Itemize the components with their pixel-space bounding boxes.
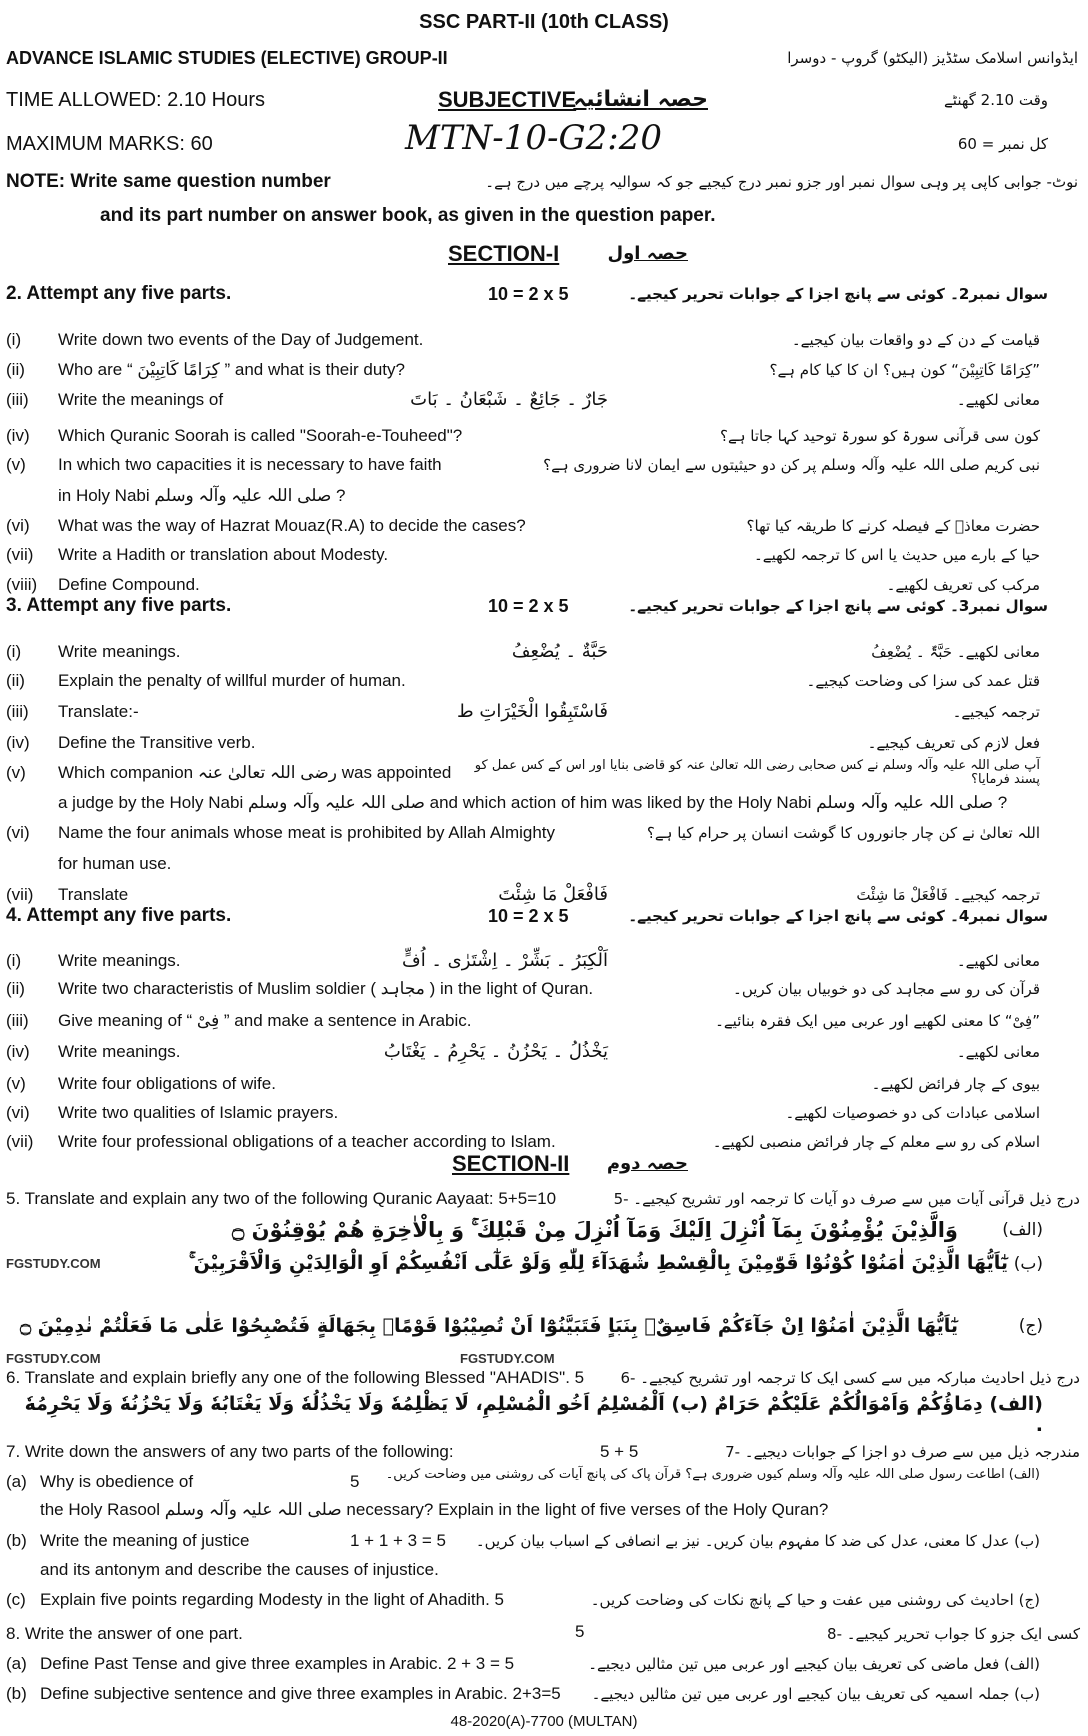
question-part [0, 1468, 1088, 1496]
question-part [0, 729, 1088, 757]
paper-type: SUBJECTIVE [438, 87, 577, 112]
question-part [0, 850, 1088, 878]
part-number: (vii) [6, 885, 34, 904]
part-number: (viii) [6, 575, 38, 594]
part-number: (iii) [6, 1011, 29, 1030]
part-text-urdu: معانی لکھیے۔ حَبَّۃٌ ۔ یُضْعِفُ [871, 643, 1040, 661]
question-part [0, 1556, 1088, 1584]
part-text-urdu: مرکب کی تعریف لکھیے۔ [886, 576, 1040, 594]
question-part [0, 1680, 1088, 1708]
question-part [0, 422, 1088, 450]
part-text-english: in Holy Nabi صلی اللہ علیہ وآلہ وسلم ? [58, 486, 346, 505]
q7-marks: 5 + 5 [600, 1442, 639, 1461]
part-text-urdu: نبی کریم صلی اللہ علیہ وآلہ وسلم پر کن دو حیثیتوں سے ایمان لانا ضروری ہے؟ [543, 456, 1040, 474]
marks-urdu: کل نمبر = 60 [957, 135, 1048, 153]
part-number: (vi) [6, 823, 30, 842]
ayah-c-label: (ج) [1018, 1316, 1043, 1336]
part-text-urdu: (الف) اطاعت رسول صلی اللہ علیہ وآلہ وسلم کیوں ضروری ہے؟ قرآن پاک کی پانچ آیات کی روشنی میں وضاحت کریں۔ [385, 1467, 1040, 1482]
section-1-title: SECTION-I [448, 241, 560, 266]
part-text-urdu: معانی لکھیے۔ [956, 391, 1040, 409]
part-number: (iii) [6, 702, 29, 721]
part-text-english: Explain the penalty of willful murder of human. [58, 671, 406, 690]
q8-heading: 8. Write the answer of one part. [6, 1624, 243, 1643]
part-arabic-text: فَاسْتَبِقُوا الْخَيْرَاتِ ط [457, 701, 608, 722]
part-text-english: the Holy Rasool صلی اللہ علیہ وآلہ وسلم necessary? Explain in the light of five verses of the Holy Quran? [40, 1500, 829, 1519]
part-text-urdu: (ج) احادیث کی روشنی میں عفت و حیا کے پانچ نکات کی وضاحت کریں۔ [590, 1591, 1040, 1609]
q4-heading-urdu: سوال نمبر4۔ کوئی سے پانچ اجزا کے جوابات تحریر کیجیے۔ [628, 907, 1048, 925]
paper-type-urdu: حصہ انشائیہ [573, 87, 708, 112]
part-text-urdu: معانی لکھیے۔ [956, 952, 1040, 970]
part-text-urdu: بیوی کے چار فرائض لکھیے۔ [871, 1075, 1040, 1093]
part-text-english: Explain five points regarding Modesty in the light of Ahadith. 5 [40, 1590, 505, 1609]
part-text-urdu: حیا کے بارے میں حدیث یا اس کا ترجمہ لکھیے۔ [753, 546, 1040, 564]
part-number: (c) [6, 1590, 26, 1609]
part-number: (iv) [6, 733, 30, 752]
part-text-english: Name the four animals whose meat is prohibited by Allah Almighty [58, 823, 556, 842]
part-arabic-text: جَارٌ ۔ جَائِعٌ ۔ شَبْعَانُ ۔ بَاتَ [410, 389, 608, 410]
part-text-urdu: معانی لکھیے۔ [956, 1043, 1040, 1061]
q2-heading-urdu: سوال نمبر2۔ کوئی سے پانچ اجزا کے جوابات تحریر کیجیے۔ [628, 285, 1048, 303]
part-arabic-text: يَخْذُلُ ۔ يَحْزُنُ ۔ يَحْرِمُ ۔ يَغْتَابُ [383, 1041, 608, 1062]
question-part [0, 1099, 1088, 1127]
part-number: (v) [6, 455, 26, 474]
part-text-english: a judge by the Holy Nabi صلی اللہ علیہ وآلہ وسلم and which action of him was liked by the Holy Nabi صلی اللہ علیہ وآلہ وسلم ? [58, 793, 1008, 812]
subject-title: ADVANCE ISLAMIC STUDIES (ELECTIVE) GROUP-II [6, 48, 448, 68]
part-text-english: Write a Hadith or translation about Modesty. [58, 545, 389, 564]
part-text-english: Define the Transitive verb. [58, 733, 256, 752]
part-number: (b) [6, 1531, 27, 1550]
question-part [0, 819, 1088, 847]
section-1-title-urdu: حصہ اول [607, 243, 688, 264]
q7-heading-urdu: مندرجہ ذیل میں سے صرف دو اجزا کے جوابات دیجیے۔ -7 [725, 1443, 1080, 1461]
part-text-english: Write down two events of the Day of Judgement. [58, 330, 424, 349]
part-text-urdu: ”فِیْ“ کا معنی لکھیے اور عربی میں ایک فقرہ بنائیے۔ [715, 1012, 1040, 1030]
question-part [0, 638, 1088, 666]
part-text-urdu: ترجمہ کیجیے۔ [952, 703, 1040, 721]
question-part [0, 698, 1088, 726]
question-part [0, 541, 1088, 569]
part-marks: 5 [350, 1472, 360, 1491]
part-text-urdu: ”کِرَامًا کَاتِبِیْنَ“ کون ہیں؟ ان کا کیا کام ہے؟ [769, 361, 1040, 379]
question-part [0, 759, 1088, 787]
part-arabic-text: حَبَّةٌ ۔ يُضْعِفُ [511, 641, 608, 662]
q5-heading-urdu: درج ذیل قرآنی آیات میں سے صرف دو آیات کا ترجمہ اور تشریح کیجیے۔ -5 [613, 1190, 1080, 1208]
part-number: (vii) [6, 1132, 34, 1151]
q4-marks: 10 = 2 x 5 [488, 906, 569, 926]
part-text-english: Translate:- [58, 702, 139, 721]
ayah-b: يٰٓاَيُّهَا الَّذِيْنَ اٰمَنُوْا كُوْنُوْا قَوّٰمِيْنَ بِالْقِسْطِ شُهَدَآءَ لِلّٰهِ وَلَوْ عَلٰٓى اَنْفُسِكُمْ اَوِ الْوَالِدَيْنِ وَالْاَقْرَبِيْنَ ۚ [188, 1252, 1008, 1274]
question-part [0, 1070, 1088, 1098]
question-part [0, 386, 1088, 414]
question-part [0, 667, 1088, 695]
note-urdu: نوٹ- جوابی کاپی پر وہی سوال نمبر اور جزو نمبر درج کیجیے جو کہ سوالیہ پرچے میں درج ہے۔ [485, 173, 1078, 191]
part-text-english: Define subjective sentence and give three examples in Arabic. 2+3=5 [40, 1684, 561, 1703]
q8-marks: 5 [575, 1622, 585, 1641]
part-text-urdu: قرآن کی رو سے مجاہد کی دو خوبیاں بیان کریں۔ [733, 980, 1040, 998]
handwritten-code: MTN-10-G2:20 [405, 118, 662, 158]
q6-heading-urdu: درج ذیل احادیث مبارکہ میں سے کسی ایک کا ترجمہ اور تشریح کیجیے۔ -6 [620, 1369, 1080, 1387]
subject-title-urdu: ایڈوانس اسلامک سٹڈیز (الیکٹو) گروپ - دوسرا [787, 49, 1078, 67]
question-part [0, 789, 1088, 817]
part-number: (b) [6, 1684, 27, 1703]
part-text-english: In which two capacities it is necessary to have faith [58, 455, 442, 474]
note-line-2: and its part number on answer book, as given in the question paper. [100, 205, 716, 226]
question-part [0, 975, 1088, 1003]
part-text-urdu: اللہ تعالیٰ نے کن چار جانوروں کا گوشت انسان پر حرام کیا ہے؟ [646, 824, 1040, 842]
question-part [0, 326, 1088, 354]
part-marks: 1 + 1 + 3 = 5 [350, 1531, 446, 1550]
hadith-text: (الف) دِمَاؤُكُمْ وَاَمْوَالُكُمْ عَلَيْكُمْ حَرَامٌ (ب) اَلْمُسْلِمُ اَخُو الْمُسْلِمِ، لَا يَظْلِمُهٗ وَلَا يَخْذُلُهٗ وَلَا يَغْتَابُهٗ وَلَا يَحْزُنُهٗ وَلَا يَحْرِمُهٗ . [24, 1393, 1043, 1436]
watermark: FGSTUDY.COM [6, 1351, 101, 1366]
q7-heading: 7. Write down the answers of any two parts of the following: [6, 1442, 454, 1461]
part-number: (i) [6, 642, 22, 661]
part-text-english: Which companion رضی اللہ تعالیٰ عنہ was appointed [58, 763, 452, 782]
footer-code: 48-2020(A)-7700 (MULTAN) [450, 1713, 638, 1730]
part-text-english: Give meaning of “ فِیْ ” and make a sentence in Arabic. [58, 1011, 472, 1030]
section-2-title-urdu: حصہ دوم [606, 1153, 688, 1174]
part-text-english: Who are “ كِرَامًا كَاتِبِيْنَ ” and what is their duty? [58, 360, 405, 379]
part-number: (a) [6, 1654, 27, 1673]
part-number: (v) [6, 763, 26, 782]
part-number: (ii) [6, 671, 25, 690]
question-part [0, 1650, 1088, 1678]
part-number: (v) [6, 1074, 26, 1093]
q3-marks: 10 = 2 x 5 [488, 596, 569, 616]
part-number: (vi) [6, 516, 30, 535]
section-2-title: SECTION-II [452, 1151, 570, 1176]
part-text-urdu: اسلامی عبادات کی دو خصوصیات لکھیے۔ [785, 1104, 1040, 1122]
time-allowed: TIME ALLOWED: 2.10 Hours [6, 89, 265, 111]
part-text-english: Write the meaning of justice [40, 1531, 250, 1550]
part-text-english: Write the meanings of [58, 390, 224, 409]
ayah-a: وَالَّذِيْنَ يُؤْمِنُوْنَ بِمَآ اُنْزِلَ اِلَيْكَ وَمَآ اُنْزِلَ مِنْ قَبْلِكَ ۚ وَ بِالْاٰخِرَةِ هُمْ يُوْقِنُوْنَ ۝ [231, 1218, 958, 1242]
part-text-english: Write four professional obligations of a teacher according to Islam. [58, 1132, 556, 1151]
question-part [0, 1007, 1088, 1035]
part-number: (iv) [6, 426, 30, 445]
question-part [0, 482, 1088, 510]
ayah-c: يٰٓاَيُّهَا الَّذِيْنَ اٰمَنُوْٓا اِنْ جَآءَكُمْ فَاسِقٌۢ بِنَبَاٍ فَتَبَيَّنُوْٓا اَنْ تُصِيْبُوْا قَوْمًاۢ بِجَهَالَةٍ فَتُصْبِحُوْا عَلٰى مَا فَعَلْتُمْ نٰدِمِيْنَ ۝ [20, 1315, 958, 1337]
q3-heading-urdu: سوال نمبر3۔ کوئی سے پانچ اجزا کے جوابات تحریر کیجیے۔ [628, 597, 1048, 615]
part-text-english: Which Quranic Soorah is called "Soorah-e-Touheed"? [58, 426, 463, 445]
part-number: (a) [6, 1472, 27, 1491]
part-text-urdu: (ب) عدل کا معنی، عدل کی ضد کا مفہوم بیان کریں۔ نیز بے انصافی کے اسباب بیان کریں۔ [475, 1532, 1040, 1550]
ayah-b-label: (ب) [1013, 1254, 1043, 1274]
part-text-english: Write two characteristis of Muslim soldier ( مجاہد ) in the light of Quran. [58, 979, 594, 998]
question-part [0, 1038, 1088, 1066]
part-number: (iv) [6, 1042, 30, 1061]
watermark: FGSTUDY.COM [460, 1351, 555, 1366]
part-text-english: Define Compound. [58, 575, 200, 594]
q8-heading-urdu: کسی ایک جزو کا جواب تحریر کیجیے۔ -8 [827, 1625, 1080, 1643]
part-text-urdu: آپ صلی اللہ علیہ وآلہ وسلم نے کس صحابی رضی اللہ تعالیٰ عنہ کو قاضی بنایا اور اس کے کس عمل کو پسند فرمایا؟ [474, 758, 1040, 787]
part-text-urdu: قیامت کے دن کے دو واقعات بیان کیجیے۔ [791, 331, 1040, 349]
part-text-english: and its antonym and describe the causes of injustice. [40, 1560, 439, 1579]
part-number: (i) [6, 951, 22, 970]
part-text-english: Write meanings. [58, 642, 181, 661]
part-text-english: Write meanings. [58, 1042, 181, 1061]
maximum-marks: MAXIMUM MARKS: 60 [6, 133, 213, 155]
part-number: (vii) [6, 545, 34, 564]
part-text-english: for human use. [58, 854, 172, 873]
time-urdu: وقت 2.10 گھنٹے [944, 91, 1048, 109]
part-text-urdu: کون سی قرآنی سورۃ کو سورۃ توحید کہا جاتا ہے؟ [720, 427, 1040, 445]
part-text-urdu: قتل عمد کی سزا کی وضاحت کیجیے۔ [806, 672, 1040, 690]
part-number: (i) [6, 330, 22, 349]
q2-heading: 2. Attempt any five parts. [6, 283, 232, 304]
q5-heading: 5. Translate and explain any two of the following Quranic Aayaat: 5+5=10 [6, 1189, 557, 1208]
watermark: FGSTUDY.COM [6, 1256, 101, 1271]
part-text-urdu: ترجمہ کیجیے۔ فَافْعَلْ مَا شِئْتَ [856, 886, 1040, 904]
part-text-english: Define Past Tense and give three examples in Arabic. 2 + 3 = 5 [40, 1654, 515, 1673]
question-part [0, 1527, 1088, 1555]
question-part [0, 1586, 1088, 1614]
part-number: (vi) [6, 1103, 30, 1122]
part-text-english: Why is obedience of [40, 1472, 194, 1491]
part-text-urdu: حضرت معاذؓ کے فیصلہ کرنے کا طریقہ کیا تھا؟ [746, 517, 1040, 535]
part-text-english: Write two qualities of Islamic prayers. [58, 1103, 339, 1122]
part-text-urdu: اسلام کی رو سے معلم کے چار فرائض منصبی لکھیے۔ [712, 1133, 1040, 1151]
question-part [0, 1496, 1088, 1524]
q4-heading: 4. Attempt any five parts. [6, 905, 232, 926]
part-text-urdu: (ب) جملہ اسمیہ کی تعریف بیان کیجیے اور عربی میں تین مثالیں دیجیے۔ [591, 1685, 1040, 1703]
part-text-urdu: (الف) فعل ماضی کی تعریف بیان کیجیے اور عربی میں تین مثالیں دیجیے۔ [588, 1655, 1040, 1673]
part-text-urdu: فعل لازم کی تعریف کیجیے۔ [867, 734, 1040, 752]
class-title: SSC PART-II (10th CLASS) [419, 11, 669, 33]
question-part [0, 947, 1088, 975]
question-part [0, 451, 1088, 479]
question-part [0, 512, 1088, 540]
part-arabic-text: فَافْعَلْ مَا شِئْتَ [498, 884, 608, 905]
q6-heading: 6. Translate and explain briefly any one of the following Blessed "AHADIS". 5 [6, 1368, 585, 1387]
part-number: (ii) [6, 360, 25, 379]
note-line-1: NOTE: Write same question number [6, 171, 331, 192]
part-arabic-text: اَلْكِبَرُ ۔ بَشِّرْ ۔ اِشْتَرٰى ۔ اُفٍّ [402, 950, 608, 971]
part-number: (iii) [6, 390, 29, 409]
ayah-a-label: (الف) [1002, 1220, 1043, 1240]
q3-heading: 3. Attempt any five parts. [6, 595, 232, 616]
part-text-english: Write four obligations of wife. [58, 1074, 276, 1093]
q2-marks: 10 = 2 x 5 [488, 284, 569, 304]
question-part [0, 356, 1088, 384]
part-text-english: Translate [58, 885, 129, 904]
part-text-english: Write meanings. [58, 951, 181, 970]
part-number: (ii) [6, 979, 25, 998]
part-text-english: What was the way of Hazrat Mouaz(R.A) to decide the cases? [58, 516, 526, 535]
